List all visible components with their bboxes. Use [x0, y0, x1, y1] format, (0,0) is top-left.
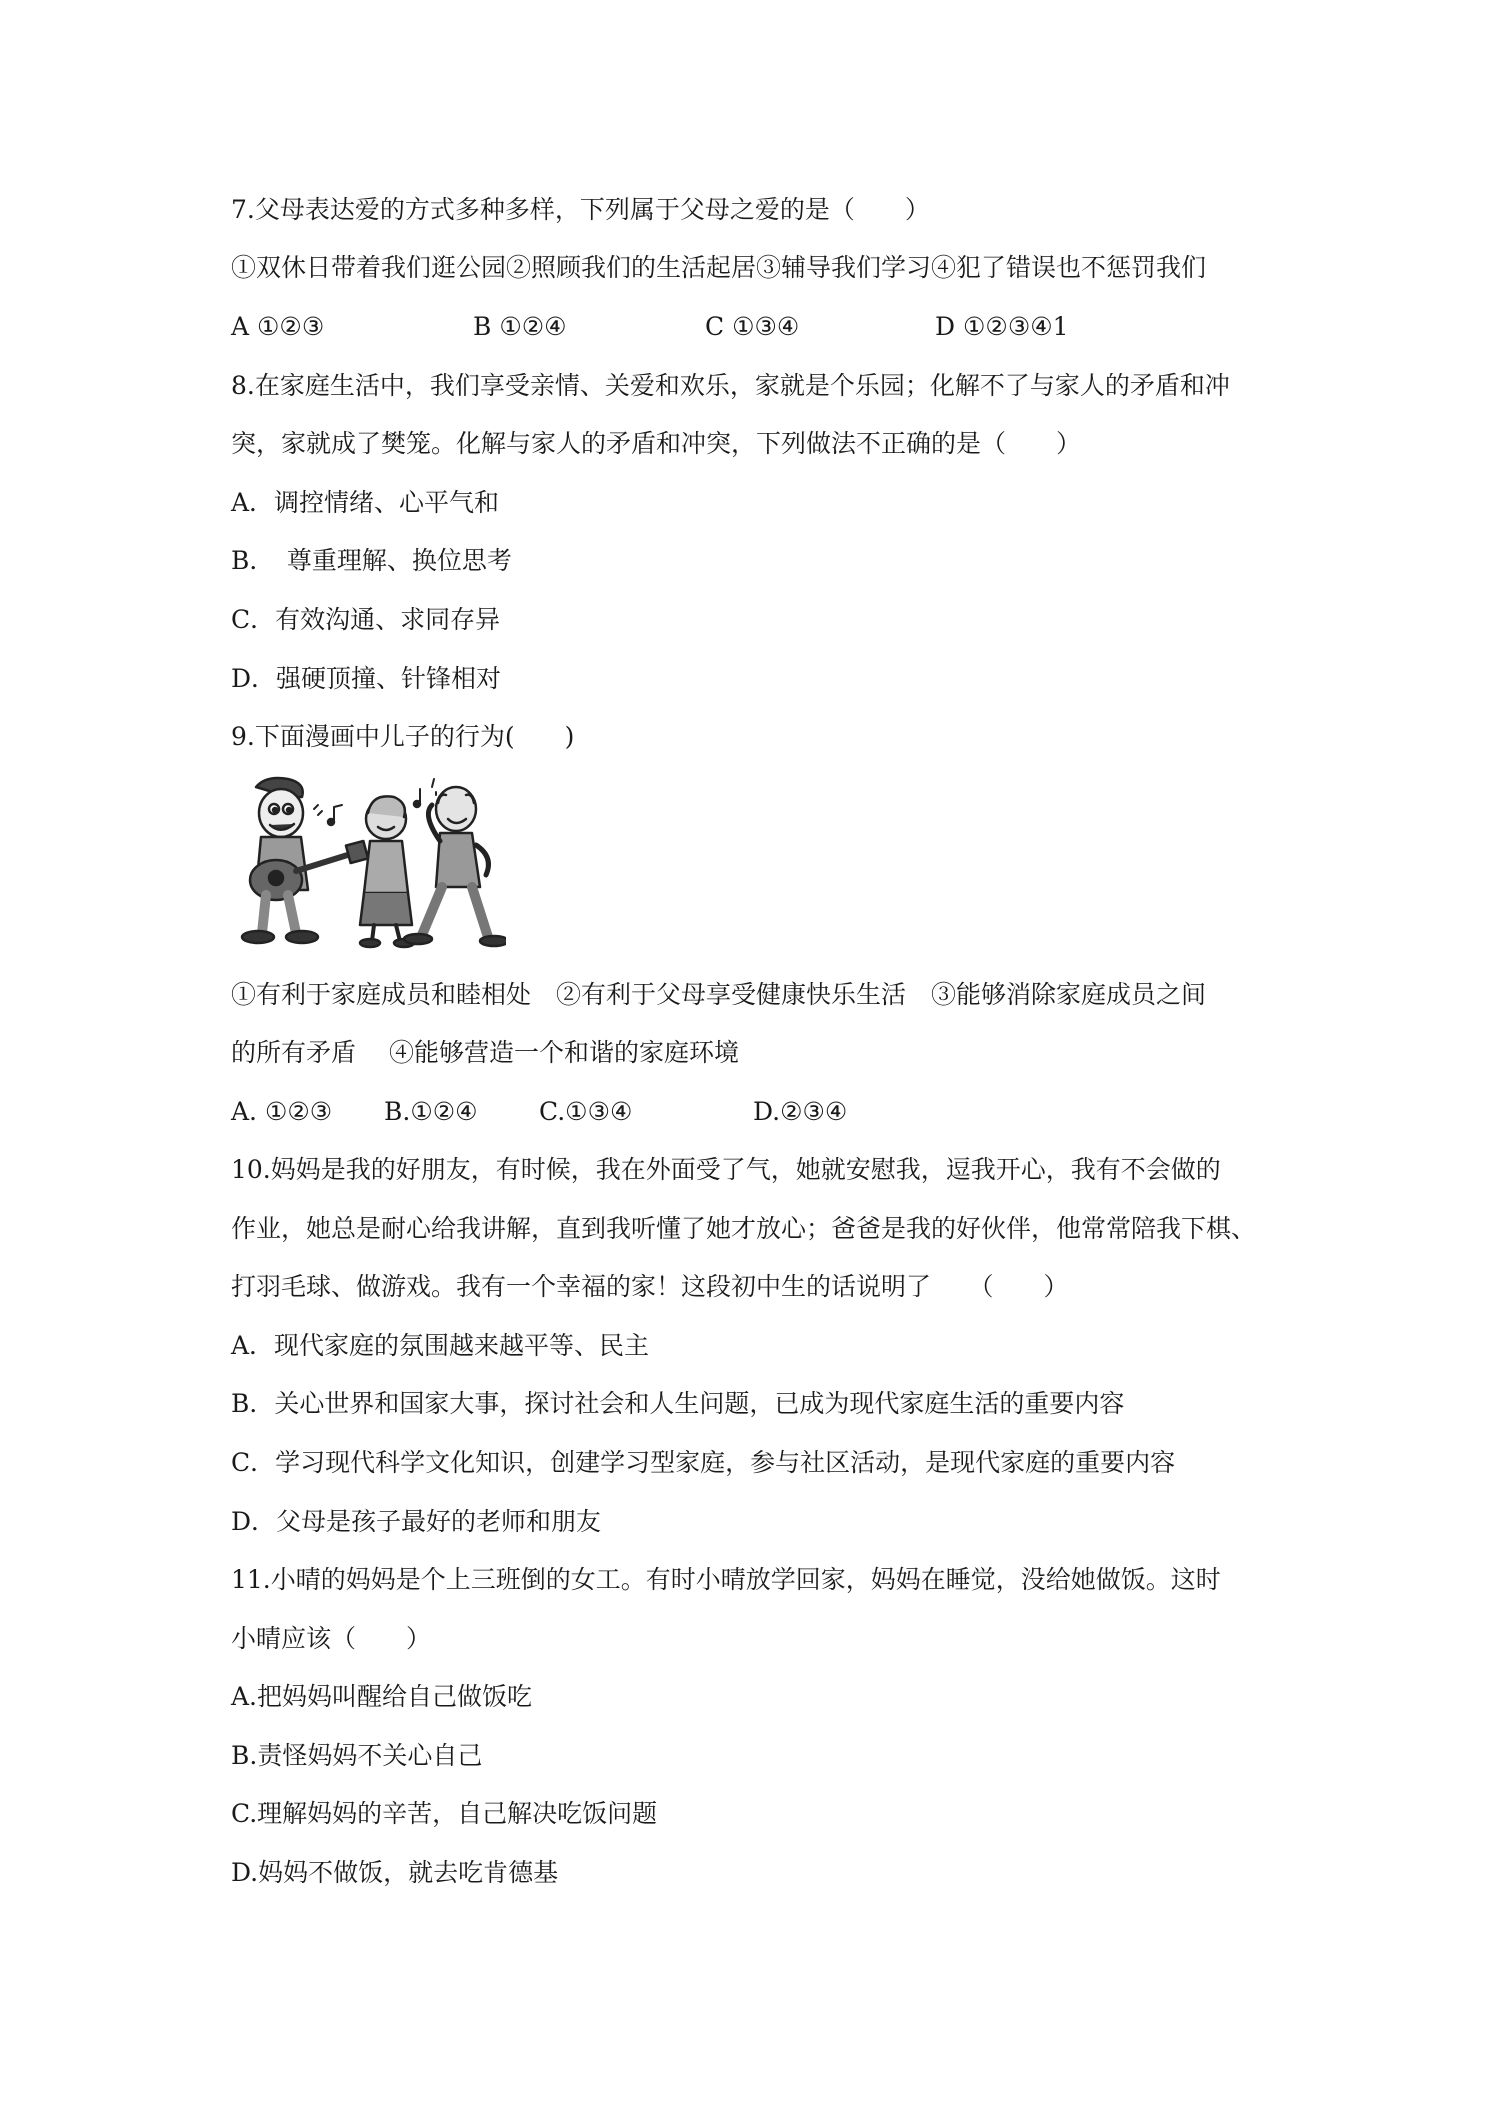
q9-stem: 9.下面漫画中儿子的行为( ) [231, 722, 575, 751]
q11-option-a: A.把妈妈叫醒给自己做饭吃 [231, 1682, 533, 1711]
q10-option-a: A．现代家庭的氛围越来越平等、民主 [231, 1331, 650, 1360]
q11-stem-line1: 11.小晴的妈妈是个上三班倒的女工。有时小晴放学回家，妈妈在睡觉，没给她做饭。这时 [231, 1565, 1221, 1594]
q9-option-c: C.①③④ [539, 1097, 633, 1126]
q7-option-c: C ①③④ [705, 312, 800, 341]
q7-options [231, 310, 1131, 344]
q8-stem-line2: 突，家就成了樊笼。化解与家人的矛盾和冲突，下列做法不正确的是（ ） [231, 429, 1082, 458]
q8-option-d: D．强硬顶撞、针锋相对 [231, 664, 502, 693]
q9-option-d: D.②③④ [753, 1097, 848, 1126]
q7-stem: 7.父母表达爱的方式多种多样，下列属于父母之爱的是（ ） [231, 195, 930, 224]
q11-option-c: C.理解妈妈的辛苦，自己解决吃饭问题 [231, 1799, 658, 1828]
q7-items: ①双休日带着我们逛公园②照顾我们的生活起居③辅导我们学习④犯了错误也不惩罚我们 [231, 253, 1207, 282]
q11-option-b: B.责怪妈妈不关心自己 [231, 1741, 483, 1770]
q11-stem-line2: 小晴应该（ ） [231, 1624, 432, 1653]
q8-option-c: C．有效沟通、求同存异 [231, 605, 501, 634]
family-music-cartoon [236, 775, 506, 950]
q10-option-d: D．父母是孩子最好的老师和朋友 [231, 1507, 602, 1536]
q10-stem-line1: 10.妈妈是我的好朋友，有时候，我在外面受了气，她就安慰我，逗我开心，我有不会做的 [231, 1155, 1221, 1184]
q10-option-b: B．关心世界和国家大事，探讨社会和人生问题，已成为现代家庭生活的重要内容 [231, 1389, 1125, 1418]
q8-option-a: A．调控情绪、心平气和 [231, 488, 500, 517]
q11-option-d: D.妈妈不做饭，就去吃肯德基 [231, 1858, 559, 1887]
q8-stem-line1: 8.在家庭生活中，我们享受亲情、关爱和欢乐，家就是个乐园；化解不了与家人的矛盾和冲 [231, 371, 1230, 400]
q9-option-a: A. ①②③ [231, 1097, 333, 1126]
q7-option-d: D ①②③④1 [935, 312, 1069, 341]
q7-option-a: A ①②③ [231, 312, 325, 341]
q8-option-b: B． 尊重理解、换位思考 [231, 546, 512, 575]
q10-option-c: C．学习现代科学文化知识，创建学习型家庭，参与社区活动，是现代家庭的重要内容 [231, 1448, 1176, 1477]
q7-option-b: B ①②④ [473, 312, 567, 341]
q9-items-line2: 的所有矛盾 ④能够营造一个和谐的家庭环境 [231, 1038, 739, 1067]
q10-stem-line2: 作业，她总是耐心给我讲解，直到我听懂了她才放心；爸爸是我的好伙伴，他常常陪我下棋、 [231, 1214, 1257, 1243]
q9-option-b: B.①②④ [384, 1097, 478, 1126]
q10-stem-line3: 打羽毛球、做游戏。我有一个幸福的家！这段初中生的话说明了 （ ） [231, 1272, 1069, 1301]
q9-items-line1: ①有利于家庭成员和睦相处 ②有利于父母享受健康快乐生活 ③能够消除家庭成员之间 [231, 980, 1207, 1009]
q9-options [231, 1095, 1131, 1129]
